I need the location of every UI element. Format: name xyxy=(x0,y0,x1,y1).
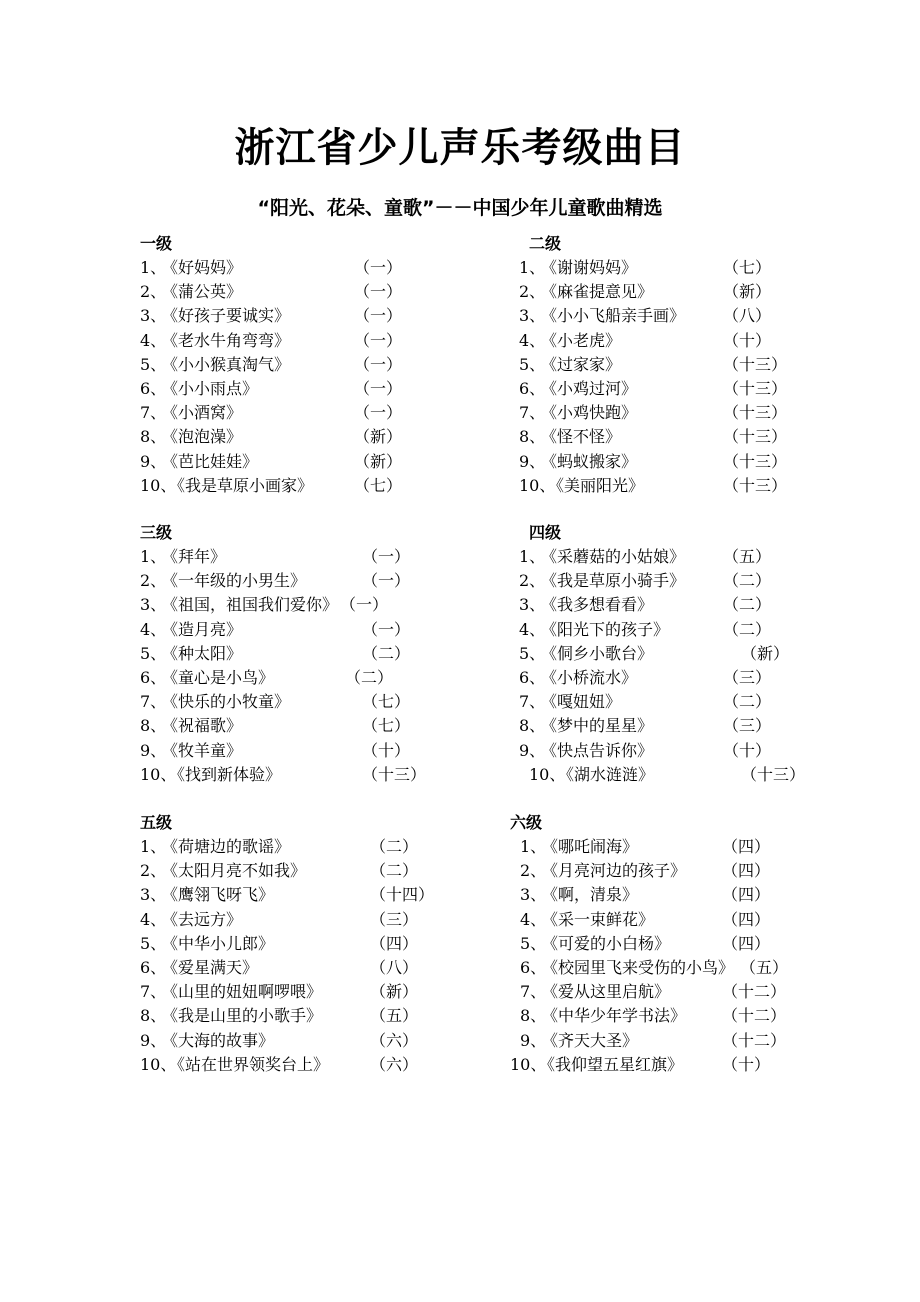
song-title: 《小酒窝》 xyxy=(162,403,243,423)
song-title: 《好妈妈》 xyxy=(162,258,243,277)
song-row xyxy=(519,377,849,401)
song-number: 8、 xyxy=(140,427,167,447)
song-row xyxy=(140,1029,470,1053)
song-title: 《麻雀提意见》 xyxy=(541,282,654,302)
song-row xyxy=(140,642,470,666)
song-number: 5、 xyxy=(140,354,167,374)
song-book-volume: （一） xyxy=(362,547,411,566)
level-section-4 xyxy=(519,521,849,787)
song-list xyxy=(140,835,470,1077)
song-number: 8、 xyxy=(140,716,167,736)
song-title: 《一年级的小男生》 xyxy=(162,571,307,591)
level-heading: 五级 xyxy=(140,813,173,832)
song-book-volume: （新） xyxy=(354,427,403,447)
song-number: 2、 xyxy=(519,282,546,302)
song-row xyxy=(510,908,840,932)
song-book-volume: （十三） xyxy=(741,764,806,784)
song-book-volume: （新） xyxy=(354,451,403,471)
song-number: 10、 xyxy=(140,764,177,784)
song-number: 4、 xyxy=(519,619,546,639)
song-book-volume: （八） xyxy=(723,306,772,326)
song-title: 《中华小儿郎》 xyxy=(162,933,275,953)
song-number: 9、 xyxy=(140,1030,167,1050)
song-title: 《我多想看看》 xyxy=(541,595,654,615)
song-title: 《快乐的小牧童》 xyxy=(162,692,291,712)
song-book-volume: （六） xyxy=(370,1030,419,1050)
level-section-2 xyxy=(519,232,849,498)
song-title: 《大海的故事》 xyxy=(162,1030,275,1050)
song-row xyxy=(510,956,840,980)
song-title: 《侗乡小歌台》 xyxy=(541,643,654,663)
song-number: 10、 xyxy=(140,1054,177,1074)
song-row xyxy=(140,353,470,377)
song-list xyxy=(140,256,470,498)
song-book-volume: （十二） xyxy=(722,1006,787,1026)
song-title: 《拜年》 xyxy=(162,547,227,566)
song-row xyxy=(140,666,470,690)
song-number: 7、 xyxy=(140,982,167,1002)
song-number: 1、 xyxy=(520,837,547,856)
level-section-6 xyxy=(510,811,840,1077)
song-book-volume: （新） xyxy=(741,643,790,663)
song-book-volume: （二） xyxy=(362,643,411,663)
song-book-volume: （二） xyxy=(345,667,394,687)
song-title: 《齐天大圣》 xyxy=(542,1030,639,1050)
song-number: 5、 xyxy=(140,643,167,663)
song-title: 《我仰望五星红旗》 xyxy=(539,1054,684,1074)
song-number: 9、 xyxy=(519,740,546,760)
song-book-volume: （三） xyxy=(370,909,419,929)
song-number: 8、 xyxy=(140,1006,167,1026)
song-row xyxy=(519,474,849,498)
song-list xyxy=(519,545,849,787)
song-number: 7、 xyxy=(140,403,167,423)
song-book-volume: （七） xyxy=(362,716,411,736)
song-row xyxy=(140,859,470,883)
song-number: 2、 xyxy=(140,861,167,881)
song-title: 《小小雨点》 xyxy=(162,378,259,398)
song-row xyxy=(140,280,470,304)
song-title: 《我是草原小画家》 xyxy=(169,475,314,495)
song-title: 《我是草原小骑手》 xyxy=(541,571,686,591)
song-title: 《小小飞船亲手画》 xyxy=(541,306,686,326)
song-title: 《牧羊童》 xyxy=(162,740,243,760)
song-number: 6、 xyxy=(140,667,167,687)
song-title: 《小老虎》 xyxy=(541,330,622,350)
song-row xyxy=(519,425,849,449)
song-book-volume: （七） xyxy=(354,475,403,495)
song-number: 1、 xyxy=(140,547,167,566)
song-number: 7、 xyxy=(519,403,546,423)
song-number: 1、 xyxy=(140,837,167,856)
song-title: 《怪不怪》 xyxy=(541,427,622,447)
song-title: 《造月亮》 xyxy=(162,619,243,639)
song-book-volume: （四） xyxy=(722,837,771,856)
song-row xyxy=(519,450,849,474)
song-number: 9、 xyxy=(520,1030,547,1050)
song-number: 4、 xyxy=(140,909,167,929)
song-book-volume: （四） xyxy=(722,933,771,953)
song-list xyxy=(519,256,849,498)
song-title: 《种太阳》 xyxy=(162,643,243,663)
level-heading: 三级 xyxy=(140,523,173,542)
song-row xyxy=(140,304,470,328)
song-row xyxy=(140,980,470,1004)
song-number: 6、 xyxy=(140,378,167,398)
song-title: 《哪吒闹海》 xyxy=(542,837,639,856)
song-book-volume: （五） xyxy=(723,547,772,566)
song-title: 《梦中的星星》 xyxy=(541,716,654,736)
song-row xyxy=(140,329,470,353)
song-title: 《快点告诉你》 xyxy=(541,740,654,760)
song-row xyxy=(140,618,470,642)
song-number: 6、 xyxy=(520,957,547,977)
song-title: 《校园里飞来受伤的小鸟》 xyxy=(542,957,735,977)
page-title: 浙江省少儿声乐考级曲目 xyxy=(234,125,686,171)
song-book-volume: （四） xyxy=(370,933,419,953)
song-row xyxy=(519,618,849,642)
song-row xyxy=(140,593,470,617)
song-number: 10、 xyxy=(519,475,556,495)
song-title: 《蒲公英》 xyxy=(162,282,243,302)
song-row xyxy=(519,329,849,353)
song-book-volume: （一） xyxy=(354,378,403,398)
song-number: 3、 xyxy=(519,306,546,326)
song-book-volume: （四） xyxy=(722,861,771,881)
song-row xyxy=(140,450,470,474)
song-title: 《泡泡澡》 xyxy=(162,427,243,447)
song-row xyxy=(510,1029,840,1053)
song-book-volume: （一） xyxy=(354,354,403,374)
song-title: 《采一束鲜花》 xyxy=(542,909,655,929)
level-section-5 xyxy=(140,811,470,1077)
song-book-volume: （十二） xyxy=(722,1030,787,1050)
song-book-volume: （八） xyxy=(370,957,419,977)
song-row xyxy=(510,980,840,1004)
song-book-volume: （一） xyxy=(354,258,403,277)
song-book-volume: （一） xyxy=(354,330,403,350)
song-number: 7、 xyxy=(520,982,547,1002)
level-heading: 一级 xyxy=(140,234,173,253)
song-row xyxy=(140,714,470,738)
song-number: 10、 xyxy=(510,1054,547,1074)
song-title: 《山里的妞妞啊啰喂》 xyxy=(162,982,323,1002)
song-book-volume: （三） xyxy=(723,667,772,687)
song-number: 4、 xyxy=(140,619,167,639)
song-number: 8、 xyxy=(519,716,546,736)
song-book-volume: （六） xyxy=(370,1054,419,1074)
song-row xyxy=(140,739,470,763)
song-number: 2、 xyxy=(519,571,546,591)
song-number: 1、 xyxy=(140,258,167,277)
song-book-volume: （二） xyxy=(370,861,419,881)
song-book-volume: （二） xyxy=(723,619,772,639)
song-title: 《好孩子要诚实》 xyxy=(162,306,291,326)
song-book-volume: （一） xyxy=(354,306,403,326)
level-heading: 二级 xyxy=(529,234,562,253)
song-book-volume: （十） xyxy=(362,740,411,760)
song-number: 2、 xyxy=(140,282,167,302)
song-list xyxy=(140,545,470,787)
song-number: 3、 xyxy=(140,306,167,326)
song-number: 9、 xyxy=(519,451,546,471)
song-title: 《我是山里的小歌手》 xyxy=(162,1006,323,1026)
song-book-volume: （二） xyxy=(370,837,419,856)
song-number: 5、 xyxy=(519,354,546,374)
level-section-3 xyxy=(140,521,470,787)
song-title: 《太阳月亮不如我》 xyxy=(162,861,307,881)
song-row xyxy=(140,1004,470,1028)
song-row xyxy=(519,280,849,304)
song-row xyxy=(140,835,470,859)
song-number: 9、 xyxy=(140,740,167,760)
song-book-volume: （一） xyxy=(354,282,403,302)
song-number: 4、 xyxy=(519,330,546,350)
song-title: 《鹰翎飞呀飞》 xyxy=(162,885,275,905)
song-title: 《小小猴真淘气》 xyxy=(162,354,291,374)
song-number: 7、 xyxy=(519,692,546,712)
song-book-volume: （十三） xyxy=(723,475,788,495)
song-book-volume: （十三） xyxy=(723,451,788,471)
song-title: 《去远方》 xyxy=(162,909,243,929)
song-row xyxy=(519,763,849,787)
song-row xyxy=(140,883,470,907)
song-book-volume: （十二） xyxy=(722,982,787,1002)
song-number: 2、 xyxy=(520,861,547,881)
song-book-volume: （四） xyxy=(722,885,771,905)
song-book-volume: （一） xyxy=(362,619,411,639)
song-number: 6、 xyxy=(519,378,546,398)
song-row xyxy=(519,690,849,714)
song-row xyxy=(519,569,849,593)
song-book-volume: （一） xyxy=(362,571,411,591)
song-number: 3、 xyxy=(520,885,547,905)
song-number: 10、 xyxy=(140,475,177,495)
song-book-volume: （三） xyxy=(723,716,772,736)
song-book-volume: （新） xyxy=(370,982,419,1002)
song-book-volume: （十三） xyxy=(723,427,788,447)
song-title: 《阳光下的孩子》 xyxy=(541,619,670,639)
song-number: 4、 xyxy=(140,330,167,350)
song-number: 2、 xyxy=(140,571,167,591)
song-book-volume: （十） xyxy=(723,740,772,760)
song-number: 8、 xyxy=(519,427,546,447)
song-title: 《芭比娃娃》 xyxy=(162,451,259,471)
song-book-volume: （七） xyxy=(362,692,411,712)
song-title: 《月亮河边的孩子》 xyxy=(542,861,687,881)
song-number: 3、 xyxy=(140,885,167,905)
level-heading: 六级 xyxy=(510,813,543,832)
song-number: 6、 xyxy=(519,667,546,687)
song-title: 《爱从这里启航》 xyxy=(542,982,671,1002)
song-title: 《童心是小鸟》 xyxy=(162,667,275,687)
song-row xyxy=(140,256,470,280)
page-subtitle: “阳光、花朵、童歌”－－中国少年儿童歌曲精选 xyxy=(257,197,663,219)
song-title: 《美丽阳光》 xyxy=(548,475,645,495)
song-book-volume: （十） xyxy=(723,330,772,350)
song-title: 《站在世界领奖台上》 xyxy=(169,1054,330,1074)
song-row xyxy=(140,908,470,932)
song-row xyxy=(510,883,840,907)
song-title: 《中华少年学书法》 xyxy=(542,1006,687,1026)
song-row xyxy=(519,304,849,328)
song-title: 《荷塘边的歌谣》 xyxy=(162,837,291,856)
song-book-volume: （七） xyxy=(723,258,772,277)
song-book-volume: （五） xyxy=(740,957,789,977)
song-title: 《可爱的小白杨》 xyxy=(542,933,671,953)
song-row xyxy=(140,1053,470,1077)
song-row xyxy=(140,932,470,956)
song-title: 《爱星满天》 xyxy=(162,957,259,977)
song-row xyxy=(140,569,470,593)
song-number: 10、 xyxy=(529,764,566,784)
song-book-volume: （十三） xyxy=(723,378,788,398)
song-title: 《祝福歌》 xyxy=(162,716,243,736)
song-title: 《找到新体验》 xyxy=(169,764,282,784)
song-row xyxy=(510,859,840,883)
level-heading: 四级 xyxy=(529,523,562,542)
song-row xyxy=(519,739,849,763)
song-row xyxy=(519,545,849,569)
song-row xyxy=(510,1053,840,1077)
song-book-volume: （四） xyxy=(722,909,771,929)
song-list xyxy=(510,835,840,1077)
song-row xyxy=(519,353,849,377)
song-book-volume: （十三） xyxy=(723,403,788,423)
song-title: 《啊，清泉》 xyxy=(542,885,639,905)
song-row xyxy=(140,956,470,980)
song-book-volume: （十三） xyxy=(362,764,427,784)
song-title: 《小鸡快跑》 xyxy=(541,403,638,423)
song-number: 5、 xyxy=(520,933,547,953)
song-book-volume: （一） xyxy=(340,595,389,615)
song-row xyxy=(519,714,849,738)
song-title: 《采蘑菇的小姑娘》 xyxy=(541,547,686,566)
song-number: 3、 xyxy=(519,595,546,615)
song-number: 8、 xyxy=(520,1006,547,1026)
song-row xyxy=(519,593,849,617)
song-row xyxy=(140,545,470,569)
song-book-volume: （新） xyxy=(723,282,772,302)
song-book-volume: （二） xyxy=(723,595,772,615)
song-book-volume: （五） xyxy=(370,1006,419,1026)
song-row xyxy=(140,425,470,449)
song-book-volume: （二） xyxy=(723,692,772,712)
song-number: 5、 xyxy=(519,643,546,663)
song-book-volume: （二） xyxy=(723,571,772,591)
song-number: 3、 xyxy=(140,595,167,615)
song-number: 7、 xyxy=(140,692,167,712)
song-row xyxy=(519,666,849,690)
song-number: 1、 xyxy=(519,258,546,277)
level-section-1 xyxy=(140,232,470,498)
song-row xyxy=(519,256,849,280)
song-row xyxy=(510,835,840,859)
song-book-volume: （十三） xyxy=(723,354,788,374)
song-title: 《蚂蚁搬家》 xyxy=(541,451,638,471)
song-row xyxy=(140,474,470,498)
song-book-volume: （一） xyxy=(354,403,403,423)
song-title: 《湖水涟涟》 xyxy=(558,764,655,784)
song-number: 5、 xyxy=(140,933,167,953)
song-title: 《小鸡过河》 xyxy=(541,378,638,398)
song-title: 《小桥流水》 xyxy=(541,667,638,687)
song-title: 《祖国，祖国我们爱你》 xyxy=(162,595,339,615)
song-number: 9、 xyxy=(140,451,167,471)
song-title: 《老水牛角弯弯》 xyxy=(162,330,291,350)
song-title: 《过家家》 xyxy=(541,354,622,374)
song-book-volume: （十） xyxy=(722,1054,771,1074)
song-row xyxy=(140,763,470,787)
song-row xyxy=(140,377,470,401)
song-row xyxy=(519,401,849,425)
song-row xyxy=(510,1004,840,1028)
song-number: 1、 xyxy=(519,547,546,566)
song-number: 6、 xyxy=(140,957,167,977)
song-number: 4、 xyxy=(520,909,547,929)
song-title: 《谢谢妈妈》 xyxy=(541,258,638,277)
song-row xyxy=(519,642,849,666)
song-row xyxy=(140,401,470,425)
song-title: 《嘎妞妞》 xyxy=(541,692,622,712)
song-row xyxy=(140,690,470,714)
song-book-volume: （十四） xyxy=(370,885,435,905)
song-row xyxy=(510,932,840,956)
